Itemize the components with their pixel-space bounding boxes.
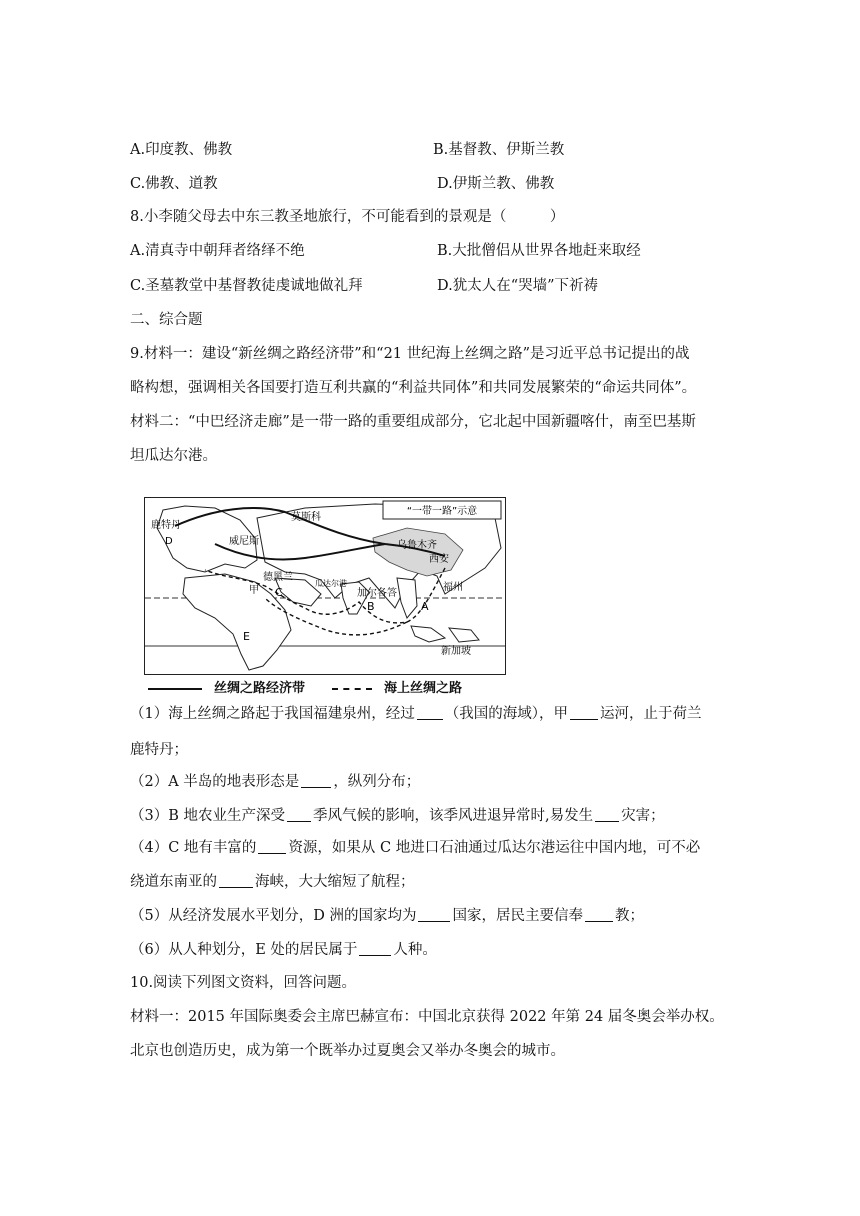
legend-land-swatch	[148, 688, 202, 690]
q9-sub3-text-c: 灾害；	[621, 808, 665, 824]
label-d: D	[165, 536, 173, 547]
label-e: E	[243, 630, 250, 643]
q9-sub3	[130, 806, 665, 826]
q9-sub1-line1	[130, 704, 701, 724]
q9-sub4-line2	[130, 872, 415, 892]
label-venice: 威尼斯	[229, 536, 259, 547]
indochina-shape	[397, 578, 417, 618]
q9-sub5	[130, 906, 644, 926]
q9-sub1-line2: 鹿特丹；	[130, 742, 188, 758]
q9-sub1-text-a: （1）海上丝绸之路起于我国福建泉州，经过	[130, 706, 415, 722]
label-gwadar: 瓜达尔港	[315, 579, 347, 588]
q9-material1-line1: 9.材料一：建设“新丝绸之路经济带”和“21 世纪海上丝绸之路”是习近平总书记提出的战	[130, 346, 690, 362]
answer-blank[interactable]	[585, 907, 613, 922]
q9-material2-line2: 坦瓜达尔港。	[130, 448, 217, 464]
q9-sub5-text-a: （5）从经济发展水平划分，D 洲的国家均为	[130, 908, 417, 924]
q9-sub2	[130, 772, 420, 792]
q9-sub1-text-b: （我国的海域），甲	[444, 706, 568, 722]
q9-sub2-text-a: （2）A 半岛的地表形态是	[130, 774, 300, 790]
q9-sub5-text-c: 教；	[614, 908, 644, 924]
answer-blank[interactable]	[301, 773, 331, 788]
q9-sub3-text-b: 季风气候的影响，该季风进退异常时,易发生	[313, 808, 594, 824]
label-c: C	[275, 586, 283, 599]
answer-blank[interactable]	[418, 907, 450, 922]
q10-stem: 10.阅读下列图文资料，回答问题。	[130, 975, 357, 991]
label-xian: 西安	[429, 554, 449, 565]
label-rotterdam: 鹿特丹	[151, 520, 181, 531]
q8-option-a: A.清真寺中朝拜者络绎不绝	[130, 243, 305, 259]
label-urumqi: 乌鲁木齐	[397, 540, 437, 551]
legend-sea-swatch	[332, 688, 372, 690]
label-jia: 甲	[249, 585, 259, 596]
q7-option-c: C.佛教、道教	[130, 176, 218, 192]
label-kolkata: 加尔各答	[357, 588, 397, 599]
island-shape	[411, 626, 445, 642]
answer-blank[interactable]	[570, 705, 598, 720]
answer-blank[interactable]	[417, 705, 443, 720]
answer-blank[interactable]	[595, 807, 619, 822]
map-figure	[145, 498, 505, 674]
q10-material1-line1: 材料一：2015 年国际奥委会主席巴赫宣布：中国北京获得 2022 年第 24 届冬奥会举办权。	[130, 1009, 724, 1025]
label-singapore: 新加坡	[441, 646, 471, 657]
belt-and-road-map	[144, 497, 506, 675]
q10-material1-line2: 北京也创造历史，成为第一个既举办过夏奥会又举办冬奥会的城市。	[130, 1043, 565, 1059]
answer-blank[interactable]	[287, 807, 311, 822]
q9-sub6-text-b: 人种。	[393, 942, 437, 958]
q7-option-b: B.基督教、伊斯兰教	[433, 142, 565, 158]
q9-material2-line1: 材料二：“中巴经济走廊”是一带一路的重要组成部分，它北起中国新疆喀什，南至巴基斯	[130, 414, 696, 430]
label-a: A	[421, 600, 429, 613]
answer-blank[interactable]	[219, 873, 253, 888]
legend-land-label: 丝绸之路经济带	[214, 681, 306, 696]
q9-sub4-text-d: 海峡，大大缩短了航程；	[255, 874, 415, 890]
q9-sub6	[130, 940, 437, 960]
q8-option-c: C.圣墓教堂中基督教徒虔诚地做礼拜	[130, 278, 363, 294]
label-b: B	[367, 600, 375, 613]
q9-sub2-text-b: ，纵列分布；	[333, 774, 421, 790]
q8-option-d: D.犹太人在“哭墙”下祈祷	[437, 278, 599, 294]
q9-sub5-text-b: 国家，居民主要信奉	[452, 908, 583, 924]
q8-stem: 8.小李随父母去中东三教圣地旅行，不可能看到的景观是（ ）	[130, 209, 565, 225]
q9-sub4-text-a: （4）C 地有丰富的	[130, 840, 257, 856]
legend-sea-label: 海上丝绸之路	[384, 681, 463, 696]
q8-option-b: B.大批僧侣从世界各地赶来取经	[437, 243, 641, 259]
label-moscow: 莫斯科	[291, 512, 321, 523]
label-fuzhou: 福州	[443, 582, 463, 593]
q9-material1-line2: 略构想，强调相关各国要打造互利共赢的“利益共同体”和共同发展繁荣的“命运共同体”。	[130, 380, 697, 396]
map-title: “一带一路”示意	[406, 506, 478, 517]
q7-option-a: A.印度教、佛教	[130, 142, 233, 158]
q9-sub3-text-a: （3）B 地农业生产深受	[130, 808, 285, 824]
q9-sub4-text-b: 资源，如果从 C 地进口石油通过瓜达尔港运往中国内地，可不必	[288, 840, 701, 856]
label-tehran: 德黑兰	[263, 572, 293, 583]
q9-sub1-text-c: 运河，止于荷兰	[599, 706, 702, 722]
answer-blank[interactable]	[359, 941, 391, 956]
section-heading: 二、综合题	[130, 312, 203, 328]
q9-sub4-text-c: 绕道东南亚的	[130, 874, 217, 890]
q9-sub4-line1	[130, 838, 700, 858]
answer-blank[interactable]	[258, 839, 286, 854]
q7-option-d: D.伊斯兰教、佛教	[437, 176, 555, 192]
island-shape	[449, 628, 479, 642]
q9-sub6-text-a: （6）从人种划分，E 处的居民属于	[130, 942, 358, 958]
